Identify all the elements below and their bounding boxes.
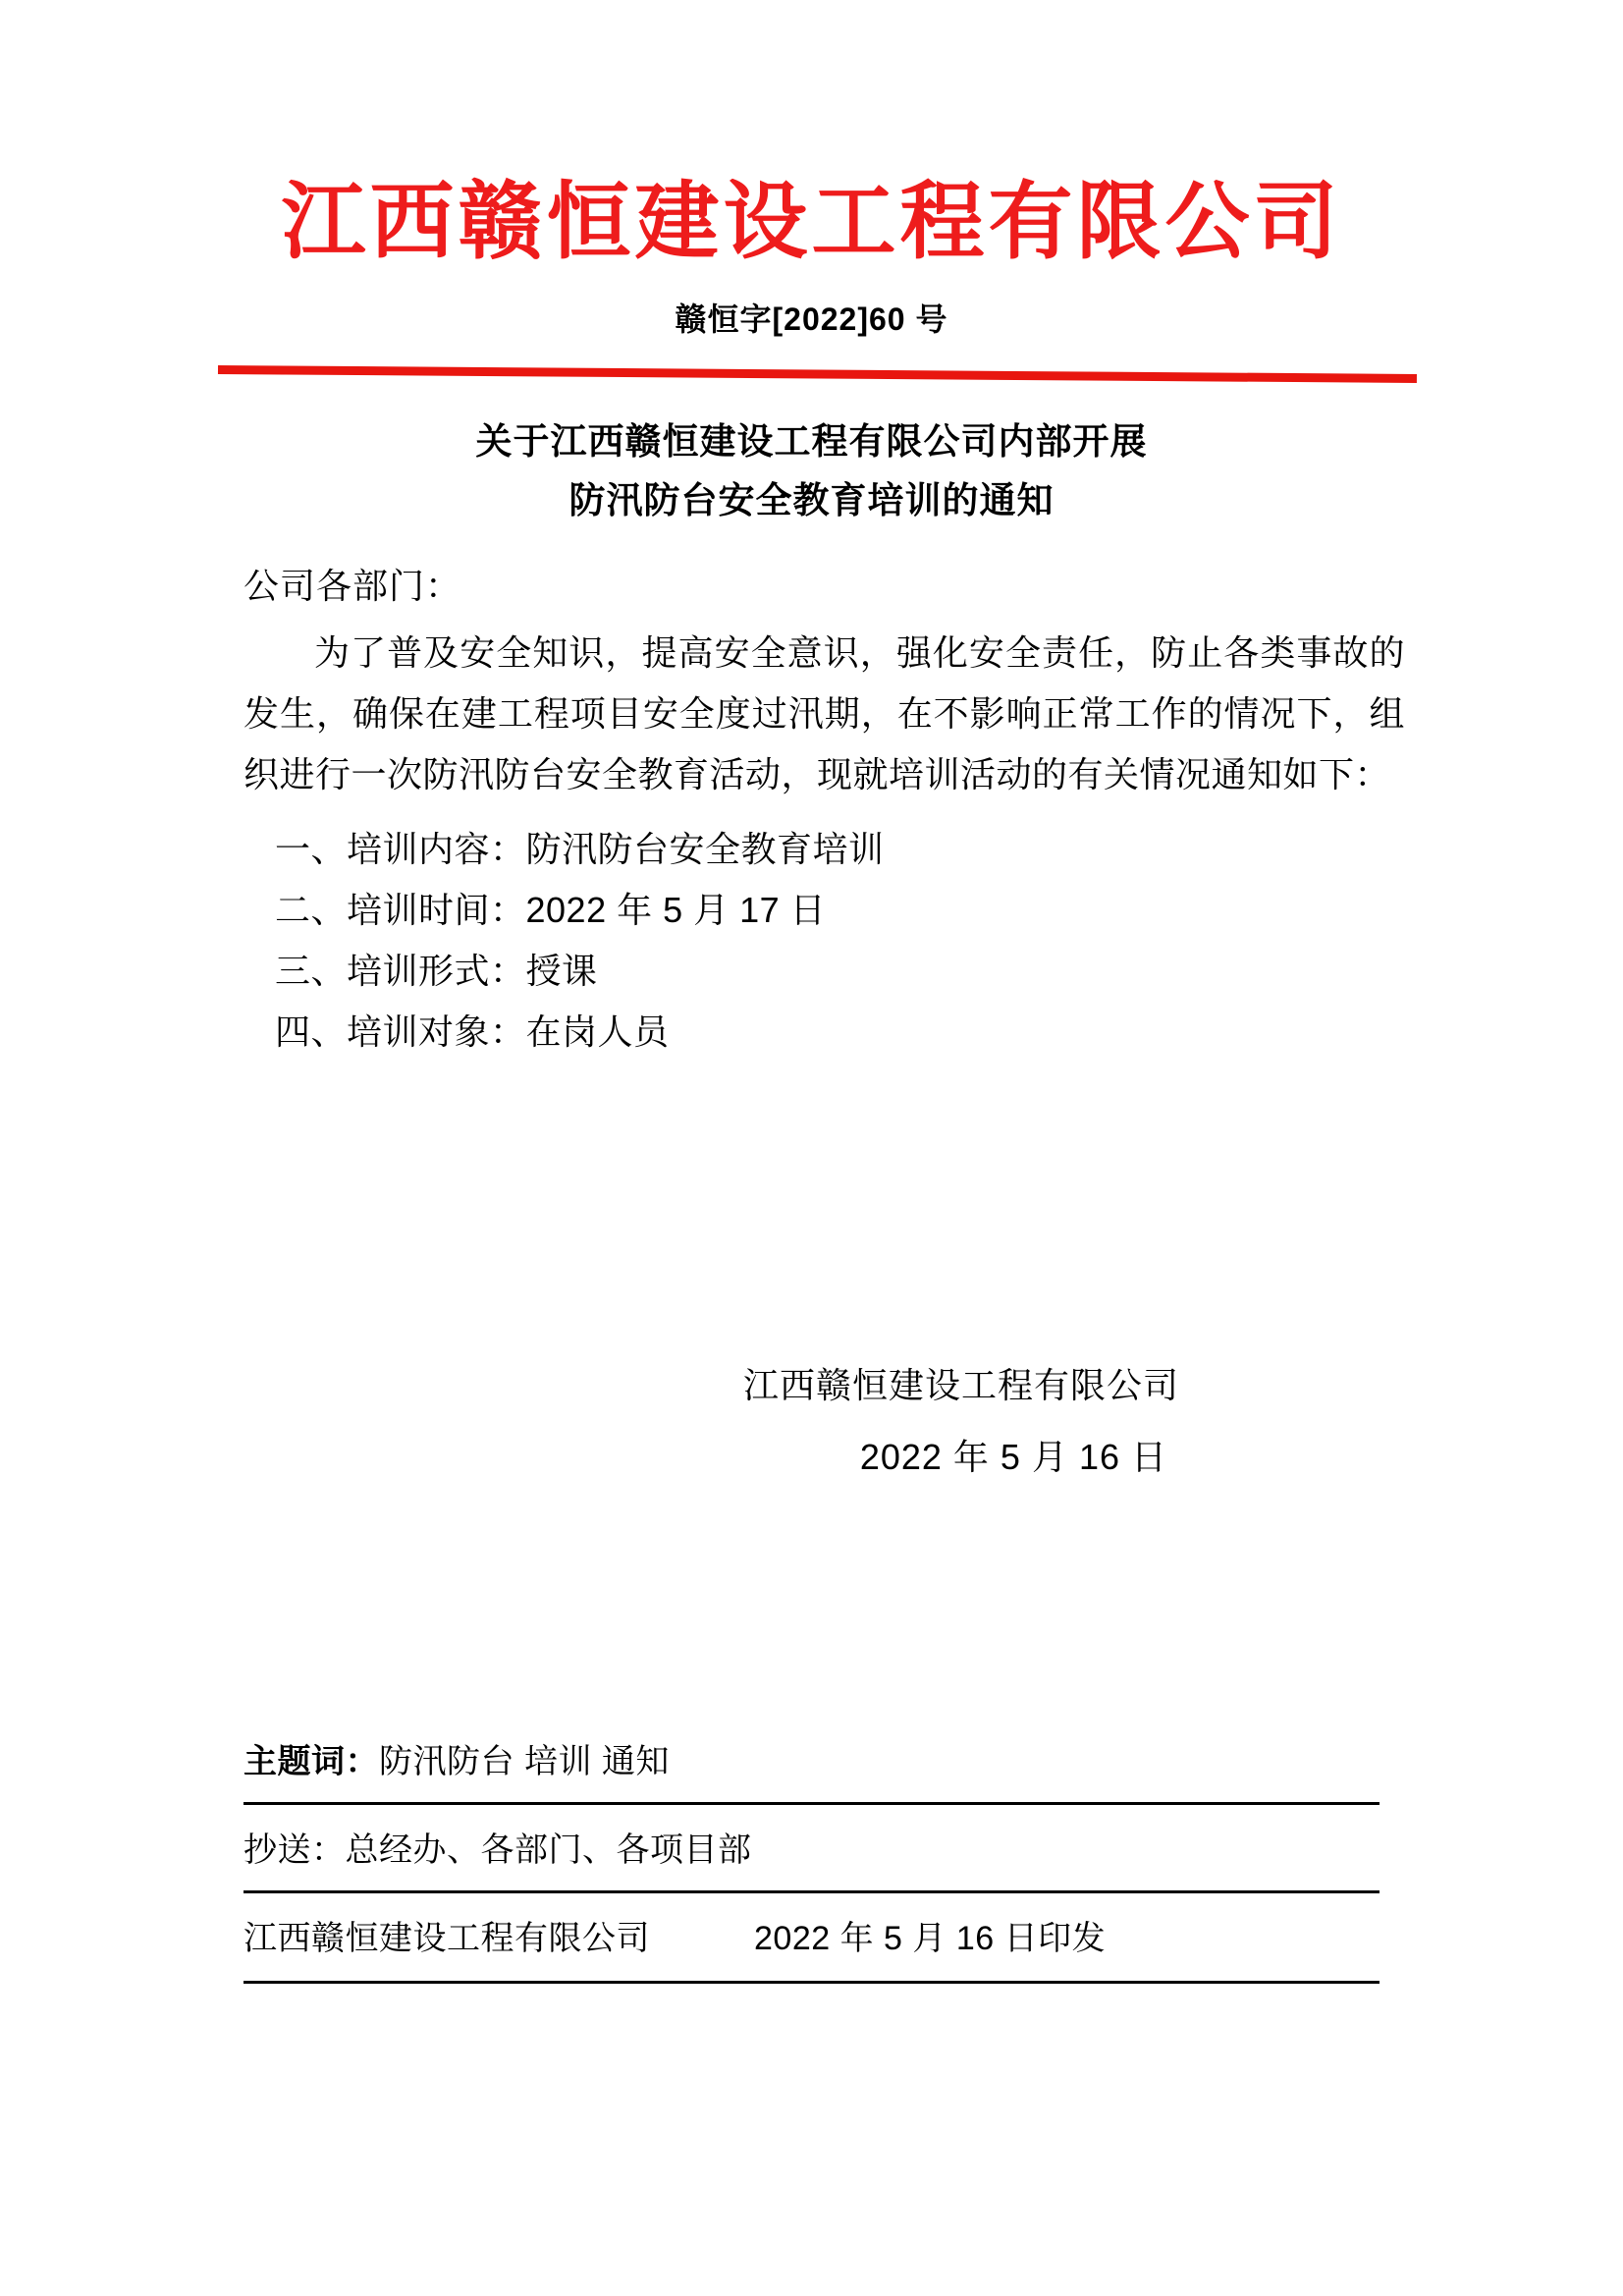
- list-item: 一、培训内容：防汛防台安全教育培训: [275, 828, 885, 869]
- keywords-row: [243, 1717, 1380, 1802]
- signature-block: [243, 1357, 1405, 1486]
- letterhead: [0, 0, 1623, 340]
- body-paragraph: 为了普及安全知识，提高安全意识，强化安全责任，防止各类事故的发生，确保在建工程项目安全度过汛期，在不影响正常工作的情况下，组织进行一次防汛防台安全教育活动，现就培训活动的有关情况通知如下：: [243, 632, 1405, 794]
- subject-line-2: 防汛防台安全教育培训的通知: [568, 480, 1055, 521]
- document-number: 赣恒字[2022]60 号: [675, 301, 948, 338]
- document-footer: [243, 1717, 1380, 1984]
- list-item: 三、培训形式：授课: [275, 950, 598, 991]
- keywords-value: 防汛防台 培训 通知: [379, 1743, 670, 1780]
- distribution-text: 抄送：总经办、各部门、各项目部: [243, 1831, 752, 1869]
- footer-divider-bottom: [243, 1981, 1380, 1984]
- keywords-label: 主题词：: [243, 1743, 379, 1780]
- distribution-row: [243, 1805, 1380, 1890]
- organization-title: 江西赣恒建设工程有限公司: [281, 175, 1342, 269]
- imprint-date: 2022 年 5 月 16 日印发: [754, 1920, 1107, 1957]
- imprint-row: [243, 1893, 1380, 1981]
- numbered-item-list: [243, 819, 1405, 1063]
- subject-line-1: 关于江西赣恒建设工程有限公司内部开展: [475, 421, 1148, 463]
- signature-date: 2022 年 5 月 16 日: [859, 1437, 1167, 1478]
- imprint-organization: 江西赣恒建设工程有限公司: [243, 1920, 650, 1957]
- document-body: [0, 560, 1623, 1486]
- list-item: 二、培训时间：2022 年 5 月 17 日: [275, 889, 827, 930]
- list-item: 四、培训对象：在岗人员: [275, 1011, 670, 1052]
- document-subject: [0, 412, 1623, 530]
- salutation: 公司各部门：: [243, 566, 462, 607]
- signature-organization: 江西赣恒建设工程有限公司: [742, 1364, 1179, 1405]
- red-separator-rule: [218, 365, 1417, 383]
- red-rule-container: [0, 357, 1623, 387]
